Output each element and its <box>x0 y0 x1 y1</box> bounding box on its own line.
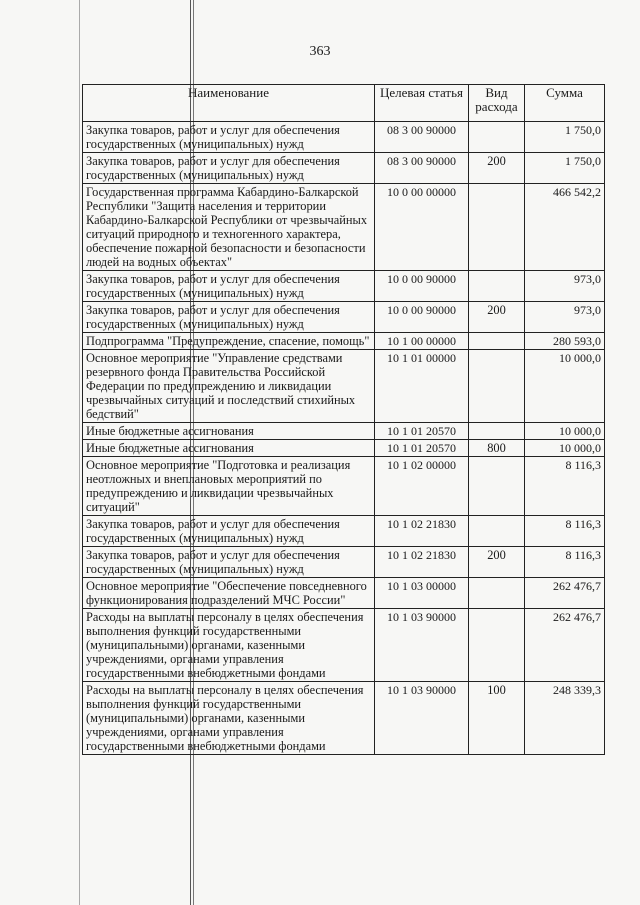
row-code: 10 1 02 00000 <box>375 457 469 516</box>
table-row <box>83 333 605 350</box>
row-type <box>469 423 525 440</box>
row-type: 200 <box>469 547 525 578</box>
table-row <box>83 271 605 302</box>
row-name: Закупка товаров, работ и услуг для обеспечения государственных (муниципальных) нужд <box>83 547 375 578</box>
row-name: Закупка товаров, работ и услуг для обеспечения государственных (муниципальных) нужд <box>83 122 375 153</box>
header-code: Целевая статья <box>375 85 469 122</box>
row-type: 200 <box>469 153 525 184</box>
row-name: Закупка товаров, работ и услуг для обеспечения государственных (муниципальных) нужд <box>83 153 375 184</box>
row-type <box>469 184 525 271</box>
row-code: 10 1 01 20570 <box>375 440 469 457</box>
row-code: 10 1 03 90000 <box>375 609 469 682</box>
row-name: Основное мероприятие "Обеспечение повседневного функционирования подразделений МЧС России" <box>83 578 375 609</box>
table-row <box>83 578 605 609</box>
table-header-row <box>83 85 605 122</box>
row-type <box>469 122 525 153</box>
table-row <box>83 184 605 271</box>
row-code: 10 1 03 90000 <box>375 682 469 755</box>
row-name: Основное мероприятие "Подготовка и реализация неотложных и внеплановых мероприятий по предупреждению и ликвидации чрезвычайных ситуаций" <box>83 457 375 516</box>
table-row <box>83 153 605 184</box>
row-sum: 280 593,0 <box>525 333 605 350</box>
row-code: 10 1 01 00000 <box>375 350 469 423</box>
row-code: 10 1 02 21830 <box>375 547 469 578</box>
row-sum: 10 000,0 <box>525 423 605 440</box>
scan-artifact-line <box>79 0 80 905</box>
row-type <box>469 578 525 609</box>
row-sum: 1 750,0 <box>525 153 605 184</box>
row-sum: 8 116,3 <box>525 457 605 516</box>
row-code: 08 3 00 90000 <box>375 122 469 153</box>
row-code: 10 0 00 00000 <box>375 184 469 271</box>
header-type: Вид расхода <box>469 85 525 122</box>
row-sum: 262 476,7 <box>525 578 605 609</box>
row-sum: 466 542,2 <box>525 184 605 271</box>
table-row <box>83 350 605 423</box>
row-code: 10 1 02 21830 <box>375 516 469 547</box>
row-type <box>469 516 525 547</box>
table-row <box>83 682 605 755</box>
row-code: 10 0 00 90000 <box>375 271 469 302</box>
row-name: Расходы на выплаты персоналу в целях обеспечения выполнения функций государственными (муниципальными) органами, казенными учреждениями, органами управления государственными внебюджетными фондами <box>83 682 375 755</box>
row-type: 100 <box>469 682 525 755</box>
table-row <box>83 609 605 682</box>
table-row <box>83 547 605 578</box>
row-code: 10 1 00 00000 <box>375 333 469 350</box>
row-type <box>469 333 525 350</box>
table-row <box>83 423 605 440</box>
row-name: Закупка товаров, работ и услуг для обеспечения государственных (муниципальных) нужд <box>83 302 375 333</box>
row-name: Иные бюджетные ассигнования <box>83 440 375 457</box>
row-name: Основное мероприятие "Управление средствами резервного фонда Правительства Российской Федерации по предупреждению и ликвидации чрезвычайных ситуаций и последствий стихийных бедствий" <box>83 350 375 423</box>
row-sum: 248 339,3 <box>525 682 605 755</box>
row-type: 800 <box>469 440 525 457</box>
row-sum: 1 750,0 <box>525 122 605 153</box>
row-type: 200 <box>469 302 525 333</box>
header-sum: Сумма <box>525 85 605 122</box>
row-sum: 262 476,7 <box>525 609 605 682</box>
row-sum: 973,0 <box>525 271 605 302</box>
row-sum: 10 000,0 <box>525 350 605 423</box>
row-code: 10 0 00 90000 <box>375 302 469 333</box>
row-name: Закупка товаров, работ и услуг для обеспечения государственных (муниципальных) нужд <box>83 516 375 547</box>
page-number: 363 <box>309 44 331 59</box>
row-name: Государственная программа Кабардино-Балкарской Республики "Защита населения и территории Кабардино-Балкарской Республики от чрезвычайных ситуаций природного и техногенного характера, обеспечение пожарной безопасности и безопасности людей на водных объектах" <box>83 184 375 271</box>
row-code: 10 1 03 00000 <box>375 578 469 609</box>
row-name: Расходы на выплаты персоналу в целях обеспечения выполнения функций государственными (муниципальными) органами, казенными учреждениями, органами управления государственными внебюджетными фондами <box>83 609 375 682</box>
row-name: Иные бюджетные ассигнования <box>83 423 375 440</box>
table-row <box>83 516 605 547</box>
header-name: Наименование <box>83 85 375 122</box>
row-sum: 8 116,3 <box>525 547 605 578</box>
row-name: Закупка товаров, работ и услуг для обеспечения государственных (муниципальных) нужд <box>83 271 375 302</box>
row-sum: 8 116,3 <box>525 516 605 547</box>
table-row <box>83 122 605 153</box>
row-type <box>469 271 525 302</box>
row-type <box>469 457 525 516</box>
budget-table <box>82 84 605 755</box>
row-sum: 973,0 <box>525 302 605 333</box>
row-type <box>469 609 525 682</box>
row-name: Подпрограмма "Предупреждение, спасение, помощь" <box>83 333 375 350</box>
table-row <box>83 440 605 457</box>
table-row <box>83 457 605 516</box>
row-type <box>469 350 525 423</box>
table-row <box>83 302 605 333</box>
row-sum: 10 000,0 <box>525 440 605 457</box>
row-code: 08 3 00 90000 <box>375 153 469 184</box>
row-code: 10 1 01 20570 <box>375 423 469 440</box>
